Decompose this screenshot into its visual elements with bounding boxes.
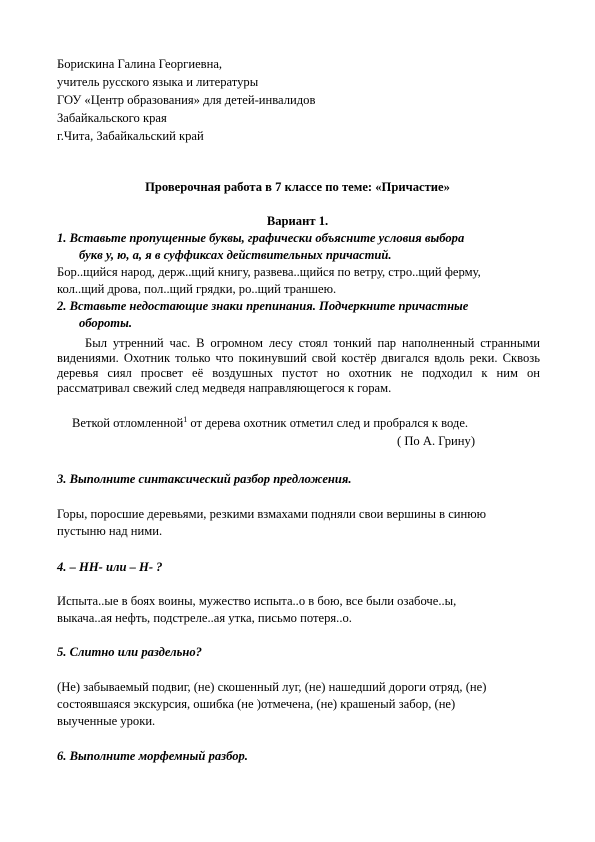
worksheet-title: Проверочная работа в 7 классе по теме: «Причастие» (145, 180, 450, 194)
task1-text-line1: Бор..щийся народ, держ..щий книгу, развева..щийся по ветру, стро..щий ферму, (57, 265, 481, 279)
task5-heading: 5. Слитно или раздельно? (57, 645, 202, 659)
task5-text-line3: выученные уроки. (57, 714, 156, 728)
variant-title: Вариант 1. (266, 214, 329, 228)
task1-heading-line1: 1. Вставьте пропущенные буквы, графически объясните условия выбора (57, 231, 465, 245)
task1-text-line2: кол..щий дрова, пол..щий грядки, ро..щий траншею. (57, 282, 337, 296)
task3-text-line1: Горы, поросшие деревьями, резкими взмахами подняли свои вершины в синюю (57, 507, 487, 521)
task4-text-line2: выкача..ая нефть, подстреле..ая утка, письмо потеря..о. (57, 611, 352, 625)
author-organization: ГОУ «Центр образования» для детей-инвалидов (57, 93, 316, 107)
task5-text-line2: состоявшаяся экскурсия, ошибка (не )отмечена, (не) крашеный забор, (не) (57, 697, 456, 711)
task2-last-line-rest: от дерева охотник отметил след и пробрался к воде. (187, 416, 469, 430)
task2-heading-line1: 2. Вставьте недостающие знаки препинания. Подчеркните причастные (57, 299, 469, 313)
task1-heading-line2: букв у, ю, а, я в суффиксах действительных причастий. (79, 248, 392, 262)
task2-heading-line2: обороты. (79, 316, 132, 330)
task4-text-line1: Испыта..ые в боях воины, мужество испыта..о в бою, все были озабоче..ы, (57, 594, 457, 608)
author-position: учитель русского языка и литературы (57, 75, 259, 89)
task2-last-line (72, 416, 468, 431)
author-name: Борискина Галина Георгиевна, (57, 57, 223, 71)
task2-paragraph: Был утренний час. В огромном лесу стоял тонкий пар наполненный странными видениями. Охотник только что покинувший свой костёр двигался вдоль реки. Сквозь деревья сиял просвет её воздушных пустот но охотник не подходил к ним он рассматривал свежий след медведя направляющегося к горам. (57, 336, 540, 395)
author-city: г.Чита, Забайкальский край (57, 129, 204, 143)
task4-heading: 4. – НН- или – Н- ? (57, 560, 163, 574)
task5-text-line1: (Не) забываемый подвиг, (не) скошенный луг, (не) нашедший дороги отряд, (не) (57, 680, 487, 694)
task3-heading: 3. Выполните синтаксический разбор предложения. (57, 472, 352, 486)
text-attribution: ( По А. Грину) (397, 434, 476, 448)
task2-last-line-start: Веткой отломленной (72, 416, 184, 430)
footnote-marker: 1 (183, 414, 188, 424)
task6-heading: 6. Выполните морфемный разбор. (57, 749, 248, 763)
task3-text-line2: пустыню над ними. (57, 524, 163, 538)
author-region: Забайкальского края (57, 111, 167, 125)
